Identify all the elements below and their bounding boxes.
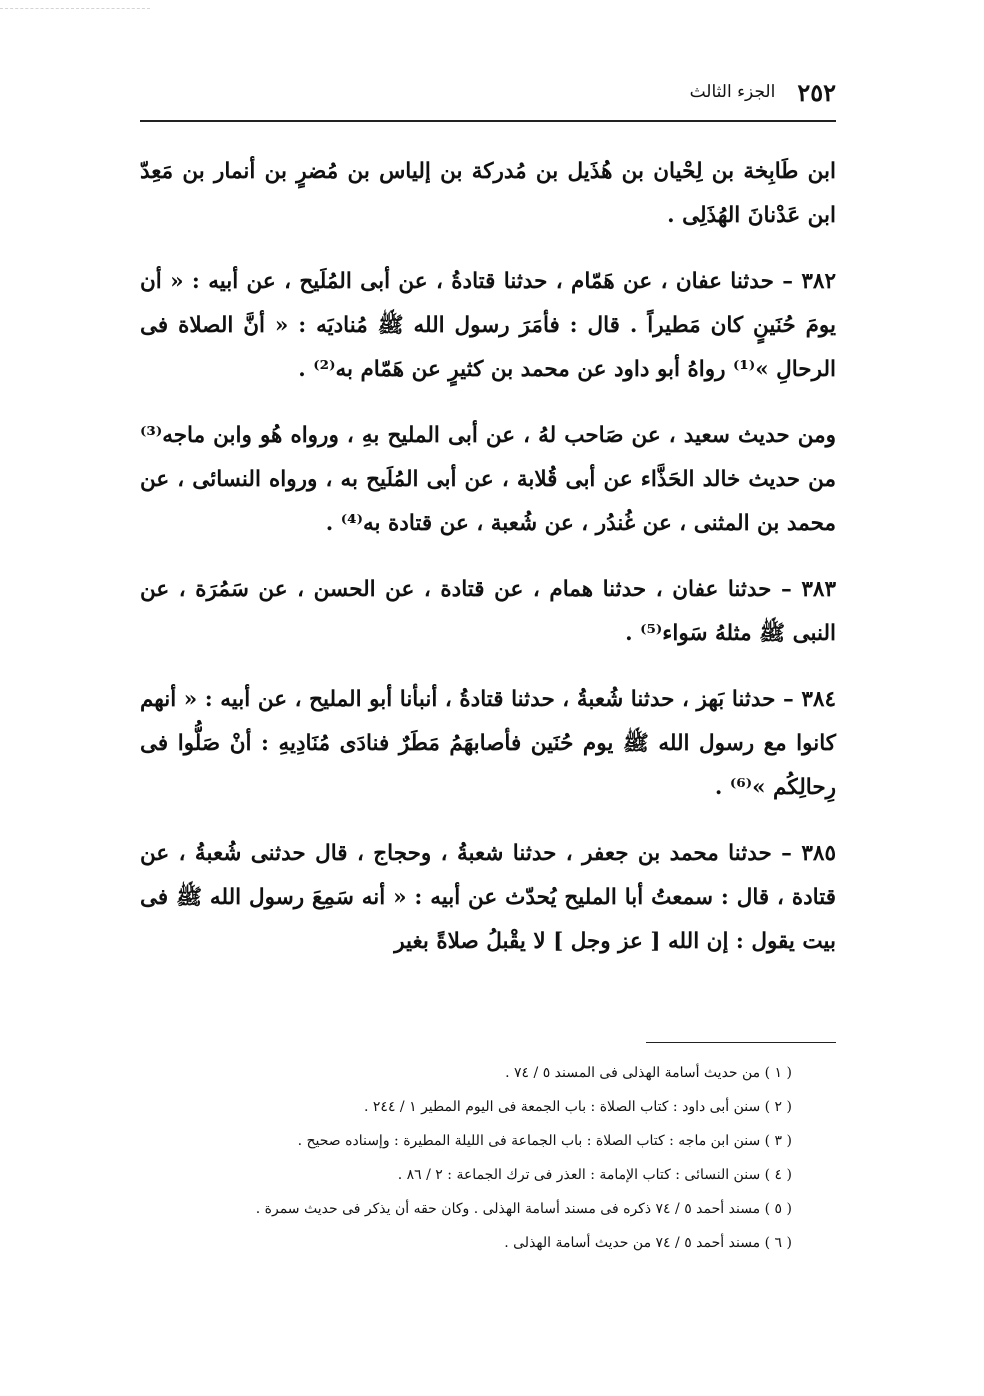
footnote-rule xyxy=(646,1042,836,1043)
footnote-6: ( ٦ ) مسند أحمد ٥ / ٧٤ من حديث أسامة الهذلى . xyxy=(504,1235,792,1251)
paragraph-hadith-385: ٣٨٥ – حدثنا محمد بن جعفر ، حدثنا شعبةُ ، وحجاج ، قال حدثنى شُعبةُ ، عن قتادة ، قال : سمعتُ أبا المليح يُحدّث عن أبيه : « أنه سَمِعَ رسول الله ﷺ فى بيت يقول : إن الله [ عز وجل ] لا يقْبلُ صلاةً بغير xyxy=(140,841,836,954)
page-number: ٢٥٢ xyxy=(797,77,836,107)
footnote-5: ( ٥ ) مسند أحمد ٥ / ٧٤ ذكره فى مسند أسامة الهذلى . وكان حقه أن يذكر فى حديث سمرة . xyxy=(255,1201,792,1217)
footnote-4: ( ٤ ) سنن النسائى : كتاب الإمامة : العذر فى ترك الجماعة : ٢ / ٨٦ . xyxy=(397,1167,792,1183)
main-text xyxy=(140,150,836,986)
footnote-2: ( ٢ ) سنن أبى داود : كتاب الصلاة : باب الجمعة فى اليوم المطير ١ / ٢٤٤ . xyxy=(364,1099,792,1115)
running-head: الجزء الثالث xyxy=(689,82,776,102)
header-rule xyxy=(140,120,836,122)
page-header xyxy=(140,74,836,110)
footnotes xyxy=(148,1056,792,1260)
paragraph-hadith-383: ٣٨٣ – حدثنا عفان ، حدثنا همام ، عن قتادة ، عن الحسن ، عن سَمُرَة ، عن النبى ﷺ مثلهُ سَواء⁽⁵⁾ . xyxy=(140,577,836,646)
scan-corner-mark xyxy=(0,8,150,11)
paragraph-hadith-382: ٣٨٢ – حدثنا عفان ، عن هَمّام ، حدثنا قتادةُ ، عن أبى المُلَيح ، عن أبيه : « أن يومَ حُنَينٍ كان مَطيراً . قال : فأمَرَ رسول الله ﷺ مُناديَه : « أنَّ الصلاة فى الرحالِ »⁽¹⁾ رواهُ أبو داود عن محمد بن كثيرٍ عن هَمّام به⁽²⁾ . xyxy=(140,269,836,382)
footnote-1: ( ١ ) من حديث أسامة الهذلى فى المسند ٥ / ٧٤ . xyxy=(505,1065,792,1081)
paragraph-hadith-382-chains: ومن حديث سعيد ، عن صَاحب لهُ ، عن أبى المليح بهِ ، ورواه هُو وابن ماجه⁽³⁾ من حديث خالد الحَذَّاء عن أبى قُلابة ، عن أبى المُلَيح به ، ورواه النسائى ، عن محمد بن المثنى ، عن غُندُر ، عن شُعبة ، عن قتادة به⁽⁴⁾ . xyxy=(140,423,836,536)
paragraph-hadith-384: ٣٨٤ – حدثنا بَهز ، حدثنا شُعبةُ ، حدثنا قتادةُ ، أنبأنا أبو المليح ، عن أبيه : « أنهم كانوا مع رسول الله ﷺ يوم حُنَين فأصابهَمُ مَطَرٌ فنادَى مُنَادِيهِ : أنْ صَلُّوا فى رِحالِكُم »⁽⁶⁾ . xyxy=(140,687,836,800)
paragraph-lineage: ابن طَابِخة بن لِحْيان بن هُذَيل بن مُدركة بن إلياس بن مُضرٍ بن أنمار بن مَعِدّ ابن عَدْنانَ الهُذَلِى . xyxy=(140,159,836,228)
footnote-3: ( ٣ ) سنن ابن ماجه : كتاب الصلاة : باب الجماعة فى الليلة المطيرة : وإسناده صحيح . xyxy=(297,1133,792,1149)
